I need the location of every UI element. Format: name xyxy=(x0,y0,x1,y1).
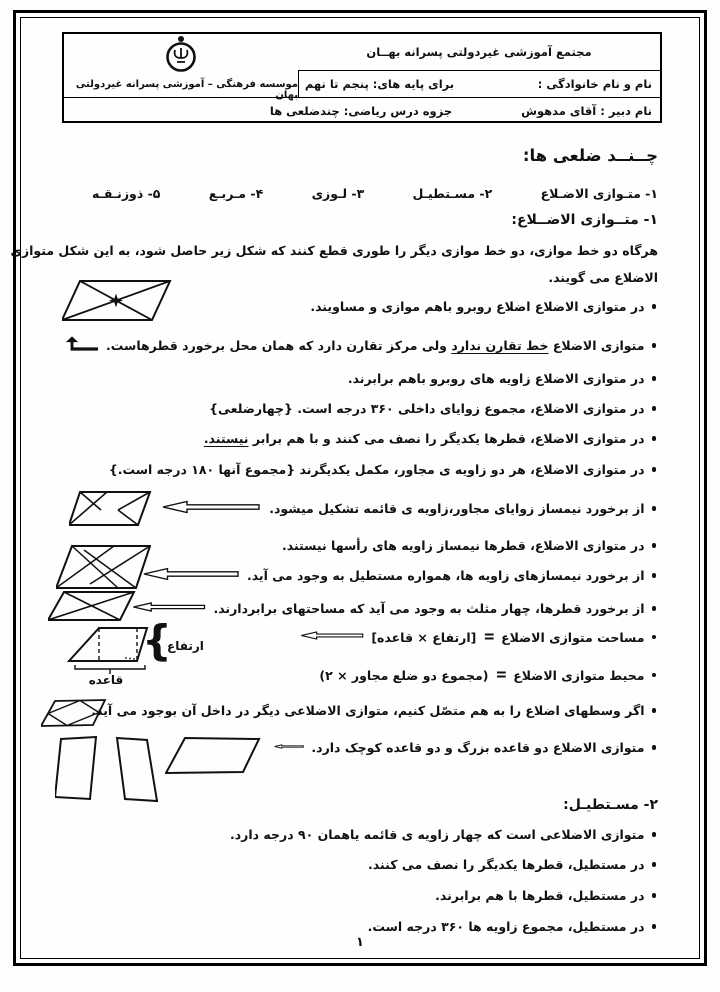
teacher-label: نام دبیر : آقای مدهوش xyxy=(521,103,652,118)
bent-arrow-icon xyxy=(63,336,99,355)
height-label: ارتفاع xyxy=(167,639,204,653)
bullet-text: در مستطیل، مجموع زاویه ها ۳۶۰ درجه است. xyxy=(367,919,645,934)
bullet-text: در متوازی الاضلاع، قطرها نیمساز زاویه های رأسها نیستند. xyxy=(281,538,645,553)
bullet-dot xyxy=(652,924,657,929)
bullet-text: متوازی الاضلاع خط تقارن ندارد ولی مرکز تقارن دارد که همان محل برخورد قطرهاست. xyxy=(106,338,645,353)
bullet-dot xyxy=(652,893,657,898)
section1-heading: ۱- متــوازی الاضــلاع: xyxy=(511,212,658,228)
list-item xyxy=(109,462,656,477)
bullet-dot xyxy=(652,832,657,837)
bullet-dot xyxy=(652,376,657,381)
parallelogram-height-base-figure xyxy=(62,616,212,696)
bullet-text: از برخورد قطرها، چهار مثلث به وجود می آید که مساحتهای برابردارند. xyxy=(213,601,645,616)
page-number: ۱ xyxy=(356,935,364,950)
bullet-dot xyxy=(652,436,657,441)
section2-heading: ۲- مسـتطیـل: xyxy=(563,797,658,813)
bullet-dot xyxy=(652,343,657,348)
bullet-text: در متوازی الاضلاع اضلاع روبرو باهم موازی و مساویند. xyxy=(310,299,645,314)
type-item: ۱- متـوازی الاضـلاع xyxy=(540,186,658,201)
list-item xyxy=(310,299,656,314)
bullet-text: در متوازی الاضلاع زاویه های روبرو باهم برابرند. xyxy=(347,371,645,386)
list-item xyxy=(91,703,656,718)
equals-sign: = xyxy=(495,665,507,685)
list-item xyxy=(282,538,656,553)
parallelogram-diagonals-figure xyxy=(62,279,172,323)
long-left-arrow-icon xyxy=(142,567,240,584)
perimeter-formula-label: محیط متوازی الاضلاع xyxy=(513,667,645,683)
booklet-label: جزوه درس ریاضی: چندضلعی ها xyxy=(269,103,453,118)
bullet-dot xyxy=(652,708,657,713)
perimeter-formula: (مجموع دو ضلع مجاور × ۲) xyxy=(319,667,489,683)
bullet-text: متوازی الاضلاعی است که چهار زاویه ی قائمه یاهمان ۹۰ درجه دارد. xyxy=(230,827,645,842)
parallelogram-bisectors-rectangle-figure xyxy=(56,544,151,590)
bullet-dot xyxy=(652,606,657,611)
list-item xyxy=(63,336,656,355)
polygon-types-row xyxy=(92,186,658,201)
type-item: ۳- لـوزی xyxy=(311,186,365,201)
bullet-text: در متوازی الاضلاع، هر دو زاویه ی مجاور، مکمل یکدیگرند {مجموع آنها ۱۸۰ درجه است.} xyxy=(108,462,645,477)
bullet-dot xyxy=(652,467,657,472)
list-item xyxy=(274,740,656,755)
bullet-text: از برخورد نیمسازهای زاویه ها، همواره مستطیل به وجود می آید. xyxy=(246,568,645,583)
list-item xyxy=(230,827,656,842)
trapezoid-figure-2 xyxy=(112,736,162,804)
list-item xyxy=(348,371,656,386)
bullet-dot xyxy=(652,862,657,867)
parallelogram-plain-figure xyxy=(165,736,261,776)
list-item xyxy=(142,567,656,584)
parallelogram-bisectors-figure xyxy=(69,490,154,528)
intro-line2: الاضلاع می گویند. xyxy=(548,270,658,285)
medium-left-arrow-icon xyxy=(132,600,206,617)
school-title: مجتمع آموزشی غیردولتی پسرانه بهــان xyxy=(298,34,660,71)
medium-left-arrow-icon xyxy=(300,629,364,645)
intro-line1: هرگاه دو خط موازی، دو خط موازی دیگر را طوری قطع کنند که شکل زیر حاصل شود، به این شکل متوازی xyxy=(10,243,658,258)
bullet-dot xyxy=(652,543,657,548)
area-formula: [ارتفاع × قاعده] xyxy=(371,629,477,645)
bullet-text: متوازی الاضلاع دو قاعده بزرگ و دو قاعده کوچک دارد. xyxy=(311,740,645,755)
list-item xyxy=(368,919,656,934)
list-item xyxy=(204,431,656,446)
long-left-arrow-icon xyxy=(160,500,262,517)
bullet-text: اگر وسطهای اضلاع را به هم متصّل کنیم، متوازی الاضلاعی دیگر در داخل آن بوجود می آید. xyxy=(91,703,645,718)
logo-caption: موسسه فرهنگی – آموزشی پسرانه غیردولتی بهان xyxy=(75,78,298,101)
bullet-dot xyxy=(652,635,657,640)
logo-cell xyxy=(62,34,298,101)
parallelogram-diagonals-triangles-figure xyxy=(48,590,136,622)
type-item: ۲- مسـتطیـل xyxy=(412,186,493,201)
type-item: ۵- ذوزنـقـه xyxy=(92,186,161,201)
base-label: قاعده xyxy=(88,673,124,687)
bullet-dot xyxy=(652,506,657,511)
bullet-dot xyxy=(652,573,657,578)
bullet-text: در مستطیل، قطرها یکدیگر را نصف می کنند. xyxy=(368,857,645,872)
small-left-arrow-icon xyxy=(274,740,304,755)
list-item xyxy=(160,500,656,517)
type-item: ۴- مـربـع xyxy=(208,186,264,201)
bullet-text: از برخورد نیمساز زوایای مجاور،زاویه ی قائمه تشکیل میشود. xyxy=(269,501,645,516)
list-item xyxy=(319,667,656,683)
bullet-dot xyxy=(652,304,657,309)
header-table xyxy=(62,32,662,123)
bullet-dot xyxy=(652,406,657,411)
bullet-dot xyxy=(652,673,657,678)
bullet-dot xyxy=(652,745,657,750)
list-item xyxy=(435,888,656,903)
list-item xyxy=(300,629,656,645)
header-row3 xyxy=(62,98,660,123)
grades-label: برای پایه های: پنجم تا نهم xyxy=(298,71,460,98)
student-name-label: نام و نام خانوادگی : xyxy=(460,71,660,98)
page-title: چــنــد ضلعی ها: xyxy=(522,146,658,165)
height-brace: } xyxy=(142,616,172,665)
area-formula-label: مساحت متوازی الاضلاع xyxy=(501,629,645,645)
list-item xyxy=(368,857,656,872)
trapezoid-figure-1 xyxy=(55,736,100,802)
list-item xyxy=(209,401,656,416)
list-item xyxy=(132,600,656,617)
bahan-logo-icon xyxy=(164,34,198,77)
bullet-text: در مستطیل، قطرها با هم برابرند. xyxy=(435,888,645,903)
bullet-text: در متوازی الاضلاع، مجموع زوایای داخلی ۳۶۰ درجه است. {چهارضلعی} xyxy=(209,401,645,416)
bullet-text: در متوازی الاضلاع، قطرها یکدیگر را نصف می کنند و با هم برابر نیستند. xyxy=(203,431,645,446)
parallelogram-midpoints-figure xyxy=(41,698,107,729)
equals-sign: = xyxy=(483,627,495,647)
